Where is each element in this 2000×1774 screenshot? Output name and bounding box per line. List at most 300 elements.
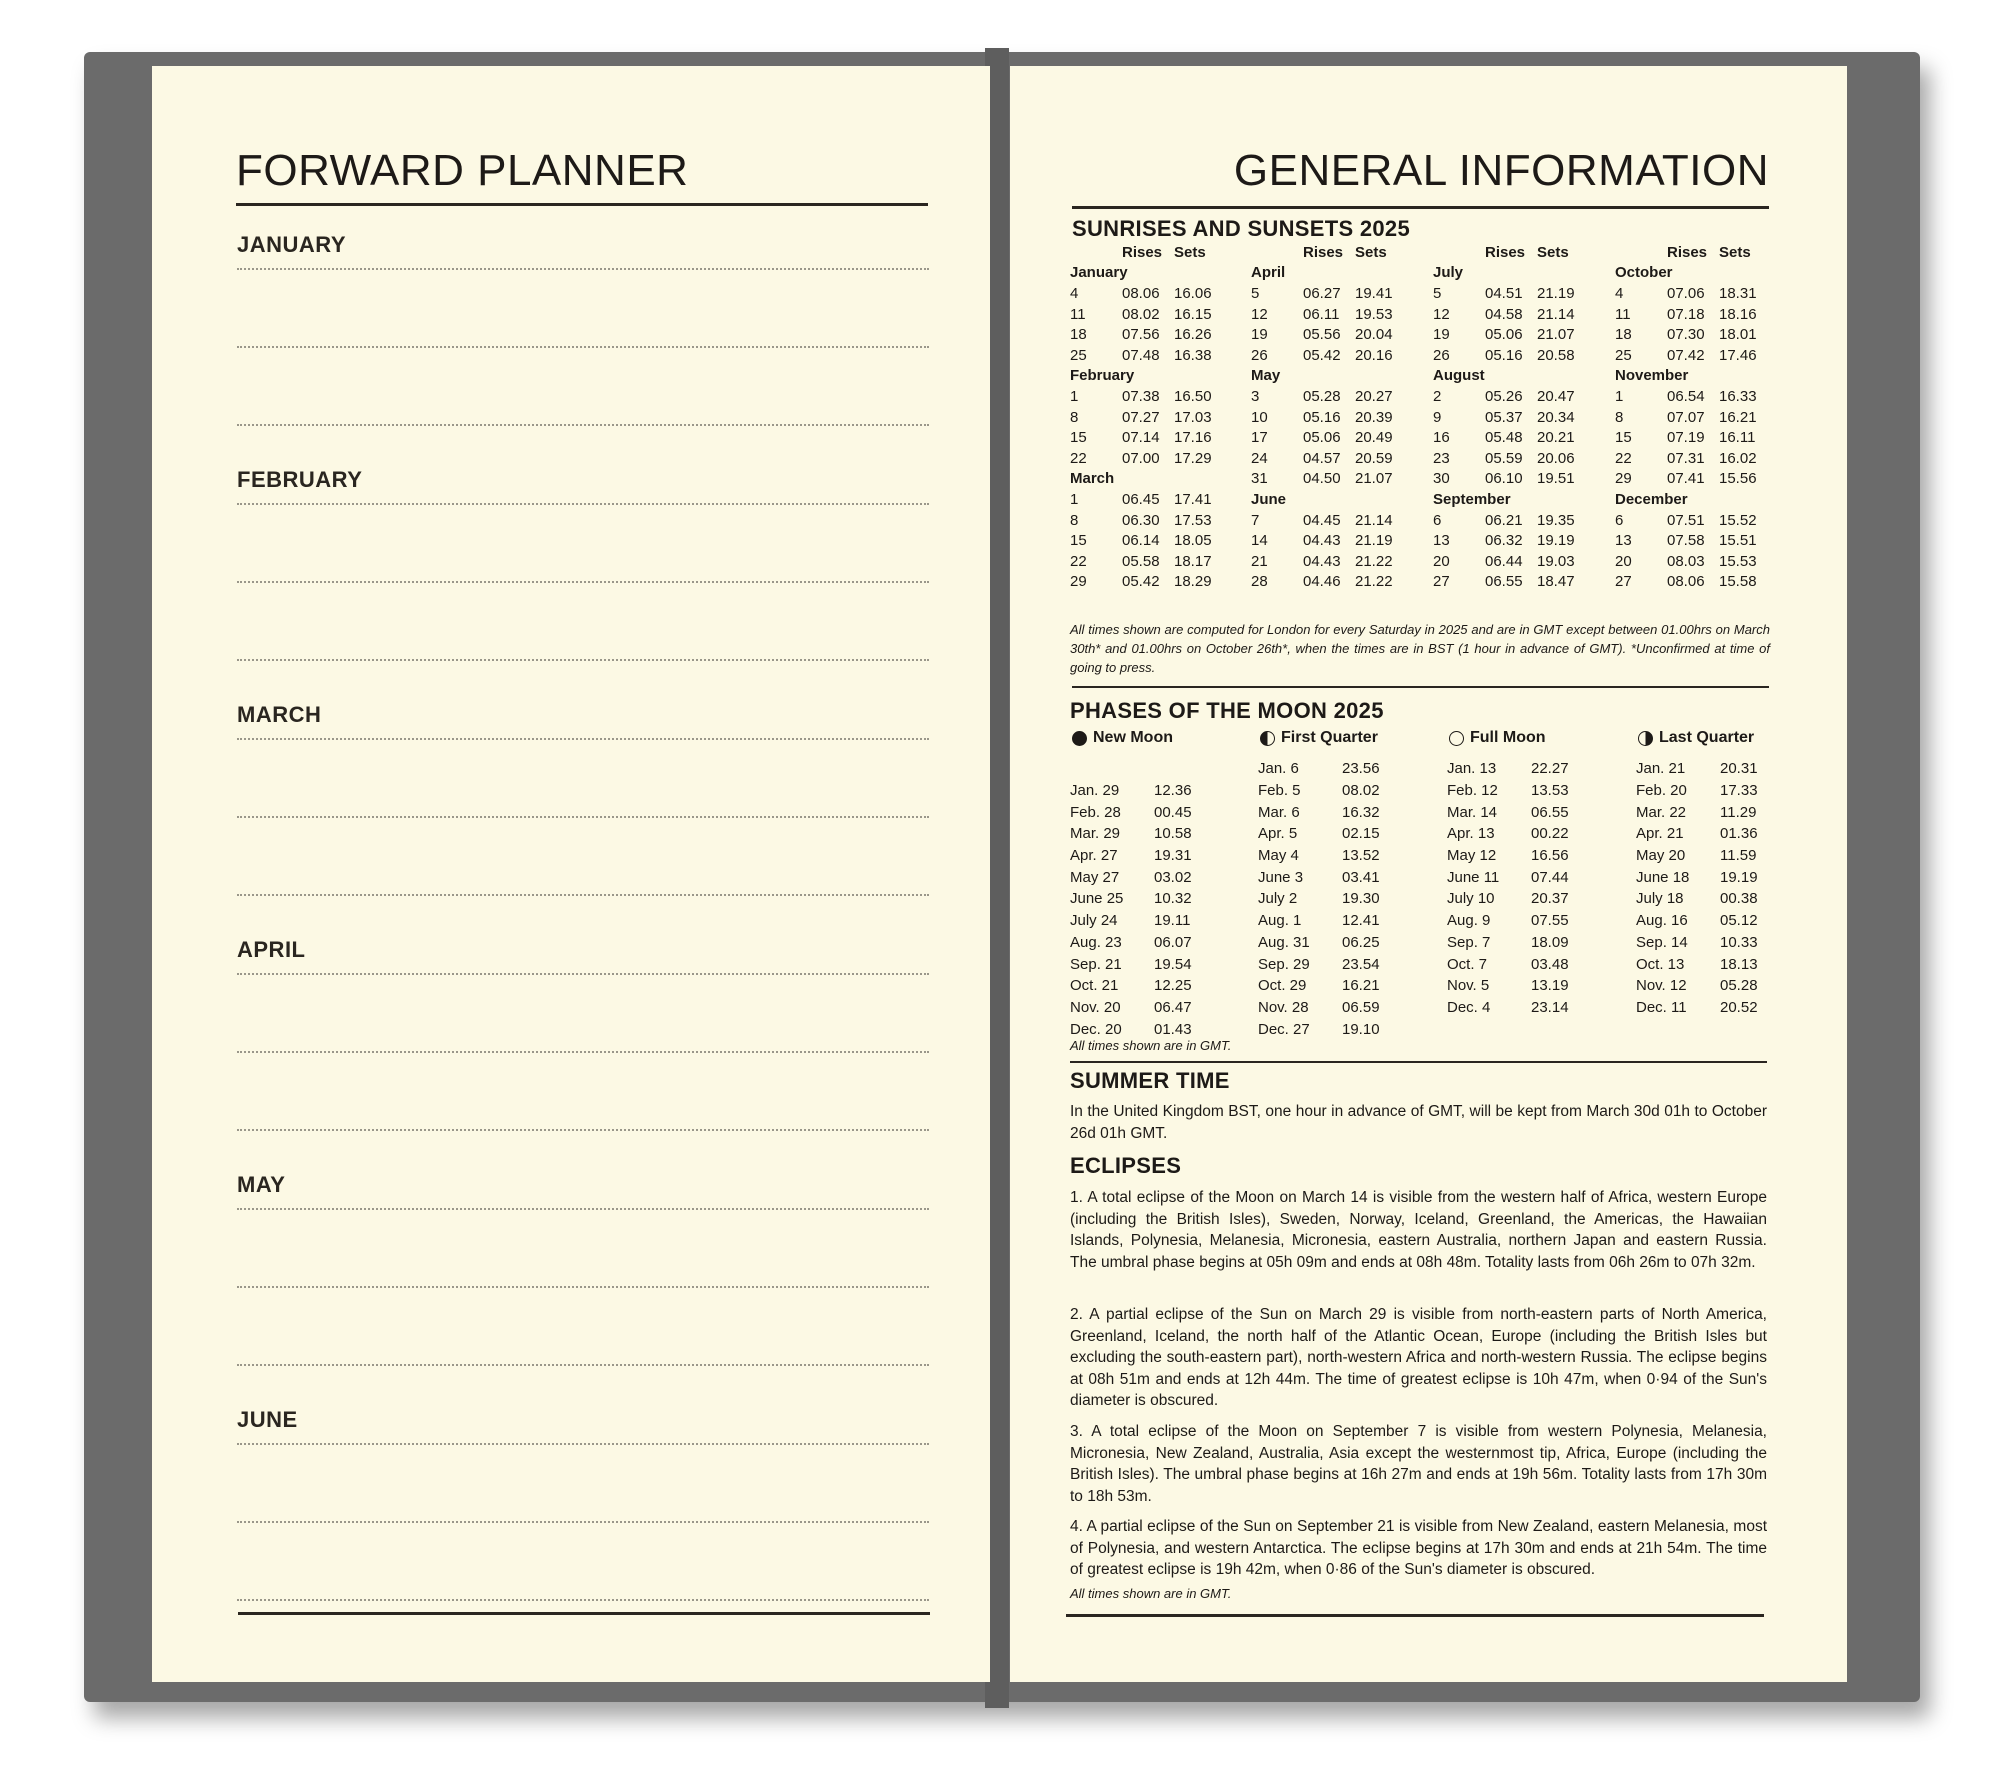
table-row bbox=[1433, 345, 1583, 366]
set-cell: 21.19 bbox=[1537, 284, 1575, 302]
time-cell: 01.43 bbox=[1154, 1020, 1192, 1038]
date-cell: Oct. 21 bbox=[1070, 977, 1119, 995]
date-cell: Mar. 22 bbox=[1636, 803, 1687, 821]
month-row bbox=[1251, 489, 1401, 510]
time-cell: 20.31 bbox=[1720, 760, 1758, 778]
rise-cell: 04.45 bbox=[1303, 511, 1341, 529]
table-row bbox=[1447, 932, 1591, 954]
table-row bbox=[1615, 386, 1765, 407]
planner-line[interactable] bbox=[237, 1364, 929, 1366]
table-row bbox=[1615, 324, 1765, 345]
section-rule bbox=[1070, 1061, 1767, 1063]
sets-header: Sets bbox=[1537, 243, 1569, 261]
date-cell: Mar. 6 bbox=[1258, 803, 1300, 821]
rise-cell: 06.14 bbox=[1122, 532, 1160, 550]
day-cell: 22 bbox=[1070, 449, 1087, 467]
date-cell: Aug. 16 bbox=[1636, 912, 1688, 930]
table-row bbox=[1615, 407, 1765, 428]
title-rule bbox=[1072, 206, 1769, 209]
time-cell: 23.14 bbox=[1531, 998, 1569, 1016]
day-cell: 11 bbox=[1070, 305, 1086, 323]
bottom-rule bbox=[1066, 1614, 1764, 1617]
full-moon-icon bbox=[1449, 731, 1464, 746]
set-cell: 21.14 bbox=[1355, 511, 1393, 529]
table-row bbox=[1636, 801, 1780, 823]
rise-cell: 05.26 bbox=[1485, 387, 1523, 405]
day-cell: 18 bbox=[1070, 326, 1087, 344]
time-cell: 06.55 bbox=[1531, 803, 1569, 821]
month-name: January bbox=[1070, 264, 1128, 282]
time-cell: 00.22 bbox=[1531, 825, 1569, 843]
table-row bbox=[1447, 975, 1591, 997]
time-cell: 19.11 bbox=[1154, 912, 1191, 930]
time-cell: 12.36 bbox=[1154, 782, 1192, 800]
page-title: GENERAL INFORMATION bbox=[1233, 146, 1769, 195]
day-cell: 10 bbox=[1251, 408, 1268, 426]
rise-cell: 04.43 bbox=[1303, 552, 1341, 570]
time-cell: 01.36 bbox=[1720, 825, 1758, 843]
rise-cell: 06.10 bbox=[1485, 470, 1523, 488]
month-row bbox=[1615, 366, 1765, 387]
rises-header: Rises bbox=[1303, 243, 1344, 261]
time-cell: 23.54 bbox=[1342, 955, 1380, 973]
planner-line[interactable] bbox=[237, 1443, 929, 1445]
day-cell: 18 bbox=[1615, 326, 1632, 344]
time-cell: 19.31 bbox=[1154, 847, 1192, 865]
date-cell: Nov. 12 bbox=[1636, 977, 1687, 995]
rise-cell: 07.00 bbox=[1122, 449, 1160, 467]
table-row bbox=[1258, 932, 1402, 954]
time-cell: 06.47 bbox=[1154, 998, 1192, 1016]
sets-header: Sets bbox=[1174, 243, 1206, 261]
date-cell: Sep. 14 bbox=[1636, 933, 1688, 951]
planner-line[interactable] bbox=[237, 738, 929, 740]
month-row bbox=[1251, 366, 1401, 387]
rise-cell: 07.48 bbox=[1122, 346, 1160, 364]
rise-cell: 07.30 bbox=[1667, 326, 1705, 344]
month-name: February bbox=[1070, 367, 1135, 385]
table-row bbox=[1615, 530, 1765, 551]
time-cell: 13.19 bbox=[1531, 977, 1569, 995]
moon-phase-header bbox=[1449, 729, 1546, 747]
planner-line[interactable] bbox=[237, 581, 929, 583]
set-cell: 20.04 bbox=[1355, 326, 1393, 344]
rise-cell: 05.42 bbox=[1303, 346, 1341, 364]
set-cell: 21.07 bbox=[1355, 470, 1393, 488]
day-cell: 20 bbox=[1433, 552, 1450, 570]
day-cell: 8 bbox=[1070, 408, 1079, 426]
month-row bbox=[1615, 489, 1765, 510]
forward-planner-page bbox=[152, 66, 990, 1682]
day-cell: 13 bbox=[1615, 532, 1632, 550]
set-cell: 15.52 bbox=[1719, 511, 1757, 529]
planner-line[interactable] bbox=[237, 659, 929, 661]
month-label-may: MAY bbox=[237, 1172, 286, 1197]
moon-note: All times shown are in GMT. bbox=[1070, 1038, 1232, 1053]
planner-line[interactable] bbox=[237, 424, 929, 426]
first-quarter-icon bbox=[1260, 731, 1275, 746]
set-cell: 20.58 bbox=[1537, 346, 1575, 364]
table-row bbox=[1258, 1018, 1402, 1040]
set-cell: 20.27 bbox=[1355, 387, 1393, 405]
date-cell: Dec. 4 bbox=[1447, 998, 1491, 1016]
table-row bbox=[1433, 448, 1583, 469]
set-cell: 15.56 bbox=[1719, 470, 1757, 488]
eclipse-item: 2. A partial eclipse of the Sun on March 29 is visible from north-eastern parts of North America, Greenland, Iceland, the north half of the Atlantic Ocean, Europe (including the British Isles but excluding the south-eastern part), north-western Africa and north-western Russia. The eclipse begins at 08h 51m and ends at 12h 44m. The time of greatest eclipse is 10h 47m, when 0·94 of the Sun's diameter is obscured. bbox=[1070, 1306, 1767, 1409]
rise-cell: 04.50 bbox=[1303, 470, 1341, 488]
time-cell: 18.09 bbox=[1531, 933, 1569, 951]
table-row bbox=[1258, 758, 1402, 780]
moon-phase-table bbox=[1447, 758, 1591, 1018]
date-cell: Mar. 14 bbox=[1447, 803, 1498, 821]
set-cell: 18.17 bbox=[1174, 552, 1212, 570]
planner-line[interactable] bbox=[237, 973, 929, 975]
table-row bbox=[1251, 283, 1401, 304]
time-cell: 02.15 bbox=[1342, 825, 1380, 843]
sunrise-table bbox=[1251, 242, 1401, 592]
set-cell: 16.33 bbox=[1719, 387, 1757, 405]
table-row bbox=[1636, 953, 1780, 975]
table-row bbox=[1251, 448, 1401, 469]
set-cell: 16.26 bbox=[1174, 326, 1212, 344]
time-cell: 16.21 bbox=[1342, 977, 1380, 995]
time-cell: 06.59 bbox=[1342, 998, 1380, 1016]
date-cell: Nov. 5 bbox=[1447, 977, 1490, 995]
planner-line[interactable] bbox=[237, 1599, 929, 1601]
date-cell: Dec. 11 bbox=[1636, 998, 1687, 1016]
month-label-february: FEBRUARY bbox=[237, 467, 363, 492]
time-cell: 03.41 bbox=[1342, 868, 1380, 886]
month-row bbox=[1433, 263, 1583, 284]
last-quarter-icon bbox=[1638, 731, 1653, 746]
rise-cell: 04.46 bbox=[1303, 573, 1341, 591]
planner-line[interactable] bbox=[237, 503, 929, 505]
month-row bbox=[1615, 263, 1765, 284]
set-cell: 16.21 bbox=[1719, 408, 1757, 426]
day-cell: 7 bbox=[1251, 511, 1260, 529]
set-cell: 20.47 bbox=[1537, 387, 1575, 405]
bottom-rule bbox=[238, 1612, 930, 1615]
date-cell: July 18 bbox=[1636, 890, 1684, 908]
table-row bbox=[1251, 530, 1401, 551]
sunrise-table bbox=[1615, 242, 1765, 592]
set-cell: 16.38 bbox=[1174, 346, 1212, 364]
new-moon-icon bbox=[1072, 731, 1087, 746]
rise-cell: 05.37 bbox=[1485, 408, 1523, 426]
table-header-row bbox=[1615, 242, 1765, 263]
table-row bbox=[1433, 407, 1583, 428]
set-cell: 21.22 bbox=[1355, 573, 1393, 591]
date-cell: July 2 bbox=[1258, 890, 1298, 908]
set-cell: 16.11 bbox=[1719, 429, 1756, 447]
rise-cell: 07.27 bbox=[1122, 408, 1160, 426]
planner-line[interactable] bbox=[237, 1521, 929, 1523]
table-row bbox=[1258, 780, 1402, 802]
table-row bbox=[1433, 386, 1583, 407]
day-cell: 27 bbox=[1615, 573, 1632, 591]
table-row bbox=[1070, 845, 1214, 867]
table-row bbox=[1447, 953, 1591, 975]
month-row bbox=[1433, 366, 1583, 387]
day-cell: 19 bbox=[1251, 326, 1268, 344]
month-row bbox=[1070, 366, 1220, 387]
day-cell: 31 bbox=[1251, 470, 1268, 488]
set-cell: 21.22 bbox=[1355, 552, 1393, 570]
date-cell: July 10 bbox=[1447, 890, 1495, 908]
date-cell: Aug. 23 bbox=[1070, 933, 1122, 951]
time-cell: 10.32 bbox=[1154, 890, 1192, 908]
date-cell: Apr. 21 bbox=[1636, 825, 1684, 843]
moon-phase-label: First Quarter bbox=[1281, 729, 1378, 746]
table-row bbox=[1070, 386, 1220, 407]
month-label-march: MARCH bbox=[237, 702, 322, 727]
rise-cell: 05.16 bbox=[1485, 346, 1523, 364]
time-cell: 20.37 bbox=[1531, 890, 1569, 908]
time-cell: 13.53 bbox=[1531, 782, 1569, 800]
month-row bbox=[1070, 263, 1220, 284]
moon-phase-label: New Moon bbox=[1093, 729, 1173, 746]
table-row bbox=[1251, 572, 1401, 593]
date-cell: Feb. 20 bbox=[1636, 782, 1687, 800]
time-cell: 17.33 bbox=[1720, 782, 1758, 800]
set-cell: 19.41 bbox=[1355, 284, 1393, 302]
day-cell: 22 bbox=[1070, 552, 1087, 570]
set-cell: 15.58 bbox=[1719, 573, 1757, 591]
date-cell: Sep. 7 bbox=[1447, 933, 1491, 951]
date-cell: Feb. 5 bbox=[1258, 782, 1301, 800]
table-header-row bbox=[1070, 242, 1220, 263]
table-row bbox=[1070, 283, 1220, 304]
month-row bbox=[1433, 489, 1583, 510]
table-row bbox=[1251, 324, 1401, 345]
day-cell: 25 bbox=[1615, 346, 1632, 364]
table-row bbox=[1615, 427, 1765, 448]
table-row bbox=[1070, 801, 1214, 823]
table-row bbox=[1258, 953, 1402, 975]
day-cell: 12 bbox=[1433, 305, 1450, 323]
day-cell: 22 bbox=[1615, 449, 1632, 467]
set-cell: 17.53 bbox=[1174, 511, 1212, 529]
planner-line[interactable] bbox=[237, 268, 929, 270]
table-row bbox=[1258, 823, 1402, 845]
planner-line[interactable] bbox=[237, 1286, 929, 1288]
time-cell: 18.13 bbox=[1720, 955, 1758, 973]
rise-cell: 07.18 bbox=[1667, 305, 1705, 323]
rise-cell: 06.45 bbox=[1122, 490, 1160, 508]
set-cell: 20.34 bbox=[1537, 408, 1575, 426]
time-cell: 19.10 bbox=[1342, 1020, 1380, 1038]
table-row bbox=[1251, 510, 1401, 531]
month-label-april: APRIL bbox=[237, 937, 306, 962]
day-cell: 2 bbox=[1433, 387, 1442, 405]
rise-cell: 06.30 bbox=[1122, 511, 1160, 529]
planner-line[interactable] bbox=[237, 1051, 929, 1053]
rise-cell: 07.38 bbox=[1122, 387, 1160, 405]
time-cell: 07.55 bbox=[1531, 912, 1569, 930]
day-cell: 5 bbox=[1433, 284, 1442, 302]
rise-cell: 07.51 bbox=[1667, 511, 1705, 529]
moon-phase-header bbox=[1260, 729, 1378, 747]
time-cell: 00.45 bbox=[1154, 803, 1192, 821]
set-cell: 16.06 bbox=[1174, 284, 1212, 302]
table-row bbox=[1070, 427, 1220, 448]
day-cell: 16 bbox=[1433, 429, 1450, 447]
month-name: December bbox=[1615, 490, 1688, 508]
table-row bbox=[1615, 448, 1765, 469]
rises-header: Rises bbox=[1122, 243, 1163, 261]
date-cell: Jan. 6 bbox=[1258, 760, 1299, 778]
set-cell: 17.29 bbox=[1174, 449, 1212, 467]
date-cell: Feb. 28 bbox=[1070, 803, 1121, 821]
planner-line[interactable] bbox=[237, 894, 929, 896]
date-cell: June 25 bbox=[1070, 890, 1124, 908]
time-cell: 12.41 bbox=[1342, 912, 1380, 930]
set-cell: 21.07 bbox=[1537, 326, 1575, 344]
date-cell bbox=[1070, 758, 1154, 780]
sets-header: Sets bbox=[1719, 243, 1751, 261]
planner-line[interactable] bbox=[237, 816, 929, 818]
eclipse-item: 1. A total eclipse of the Moon on March 14 is visible from the western half of Africa, western Europe (including the British Isles), Sweden, Norway, Iceland, Greenland, the Americas, the Hawaiian Islands, Polynesia, Melanesia, Micronesia, eastern Australia, northern Japan and eastern Russia. The umbral phase begins at 05h 09m and ends at 08h 48m. Totality lasts from 06h 26m to 07h 32m. bbox=[1070, 1189, 1767, 1271]
day-cell: 5 bbox=[1251, 284, 1260, 302]
moon-phases-title: PHASES OF THE MOON 2025 bbox=[1070, 698, 1384, 723]
set-cell: 18.01 bbox=[1719, 326, 1757, 344]
date-cell: Apr. 5 bbox=[1258, 825, 1298, 843]
day-cell: 15 bbox=[1070, 532, 1087, 550]
moon-phase-label: Full Moon bbox=[1470, 729, 1546, 746]
rise-cell: 06.21 bbox=[1485, 511, 1523, 529]
time-cell: 07.44 bbox=[1531, 868, 1569, 886]
rise-cell: 07.56 bbox=[1122, 326, 1160, 344]
rise-cell: 06.27 bbox=[1303, 284, 1341, 302]
table-row bbox=[1636, 910, 1780, 932]
rise-cell: 06.11 bbox=[1303, 305, 1340, 323]
set-cell: 20.39 bbox=[1355, 408, 1393, 426]
day-cell: 19 bbox=[1433, 326, 1450, 344]
table-row bbox=[1615, 510, 1765, 531]
time-cell: 03.02 bbox=[1154, 868, 1192, 886]
set-cell: 19.03 bbox=[1537, 552, 1575, 570]
planner-line[interactable] bbox=[237, 1208, 929, 1210]
rise-cell: 06.54 bbox=[1667, 387, 1705, 405]
rise-cell: 04.51 bbox=[1485, 284, 1523, 302]
day-cell: 13 bbox=[1433, 532, 1450, 550]
rise-cell: 06.44 bbox=[1485, 552, 1523, 570]
date-cell: Jan. 29 bbox=[1070, 782, 1120, 800]
time-cell: 19.54 bbox=[1154, 955, 1192, 973]
time-cell: 03.48 bbox=[1531, 955, 1569, 973]
set-cell: 16.15 bbox=[1174, 305, 1212, 323]
set-cell: 20.59 bbox=[1355, 449, 1393, 467]
table-row bbox=[1070, 823, 1214, 845]
time-cell: 06.07 bbox=[1154, 933, 1192, 951]
table-row bbox=[1636, 866, 1780, 888]
sets-header: Sets bbox=[1355, 243, 1387, 261]
planner-line[interactable] bbox=[237, 1129, 929, 1131]
table-row bbox=[1433, 551, 1583, 572]
section-rule bbox=[1072, 686, 1769, 688]
rise-cell: 05.06 bbox=[1485, 326, 1523, 344]
set-cell: 19.19 bbox=[1537, 532, 1575, 550]
table-row bbox=[1447, 997, 1591, 1019]
month-name: September bbox=[1433, 490, 1511, 508]
table-row bbox=[1615, 551, 1765, 572]
rise-cell: 05.42 bbox=[1122, 573, 1160, 591]
rise-cell: 04.43 bbox=[1303, 532, 1341, 550]
month-label-june: JUNE bbox=[237, 1407, 298, 1432]
set-cell: 21.14 bbox=[1537, 305, 1575, 323]
set-cell: 15.51 bbox=[1719, 532, 1757, 550]
rise-cell: 07.41 bbox=[1667, 470, 1705, 488]
moon-phase-header bbox=[1072, 729, 1173, 747]
set-cell: 15.53 bbox=[1719, 552, 1757, 570]
table-row bbox=[1070, 975, 1214, 997]
set-cell: 21.19 bbox=[1355, 532, 1393, 550]
time-cell: 05.12 bbox=[1720, 912, 1758, 930]
table-row bbox=[1636, 997, 1780, 1019]
day-cell: 29 bbox=[1070, 573, 1087, 591]
table-row bbox=[1433, 510, 1583, 531]
day-cell: 3 bbox=[1251, 387, 1260, 405]
table-row bbox=[1447, 780, 1591, 802]
time-cell: 11.59 bbox=[1720, 847, 1757, 865]
day-cell: 17 bbox=[1251, 429, 1268, 447]
set-cell: 17.03 bbox=[1174, 408, 1212, 426]
table-row bbox=[1258, 888, 1402, 910]
date-cell: Sep. 29 bbox=[1258, 955, 1310, 973]
table-row bbox=[1070, 304, 1220, 325]
set-cell: 17.46 bbox=[1719, 346, 1757, 364]
page-title: FORWARD PLANNER bbox=[236, 146, 689, 195]
rise-cell: 07.14 bbox=[1122, 429, 1160, 447]
set-cell: 17.16 bbox=[1174, 429, 1212, 447]
month-label-january: JANUARY bbox=[237, 232, 347, 257]
sunrise-note: All times shown are computed for London for every Saturday in 2025 and are in GMT except between 01.00hrs on March 30th* and 01.00hrs on October 26th*, when the times are in BST (1 hour in advance of GMT). *Unconfirmed at time of going to press. bbox=[1070, 622, 1770, 675]
date-cell: June 18 bbox=[1636, 868, 1690, 886]
summer-time-text: In the United Kingdom BST, one hour in advance of GMT, will be kept from March 30d 01h to October 26d 01h GMT. bbox=[1070, 1103, 1767, 1142]
eclipse-item: 3. A total eclipse of the Moon on September 7 is visible from western Polynesia, Melanesia, Micronesia, New Zealand, Australia, Asia except the westernmost tip, Africa, Europe (including the British Isles). The umbral phase begins at 16h 27m and ends at 19h 56m. Totality lasts from 17h 30m to 18h 53m. bbox=[1070, 1423, 1767, 1505]
table-row bbox=[1433, 283, 1583, 304]
table-row bbox=[1070, 324, 1220, 345]
time-cell bbox=[1154, 758, 1214, 780]
table-row bbox=[1447, 801, 1591, 823]
month-row bbox=[1251, 263, 1401, 284]
time-cell: 08.02 bbox=[1342, 782, 1380, 800]
date-cell: Aug. 31 bbox=[1258, 933, 1310, 951]
table-row bbox=[1070, 489, 1220, 510]
eclipse-item: 4. A partial eclipse of the Sun on September 21 is visible from New Zealand, eastern Melanesia, most of Polynesia, and western Antarctica. The eclipse begins at 17h 30m and ends at 21h 54m. The time of greatest eclipse is 19h 42m, when 0·86 of the Sun's diameter is obscured. bbox=[1070, 1518, 1767, 1578]
table-row bbox=[1636, 823, 1780, 845]
rise-cell: 07.07 bbox=[1667, 408, 1705, 426]
moon-phase-table bbox=[1070, 758, 1214, 1040]
set-cell: 20.49 bbox=[1355, 429, 1393, 447]
table-row bbox=[1447, 758, 1591, 780]
day-cell: 21 bbox=[1251, 552, 1268, 570]
rise-cell: 08.03 bbox=[1667, 552, 1705, 570]
month-name: November bbox=[1615, 367, 1689, 385]
time-cell: 22.27 bbox=[1531, 760, 1569, 778]
table-row bbox=[1251, 427, 1401, 448]
general-information-page bbox=[1010, 66, 1847, 1682]
day-cell: 1 bbox=[1070, 490, 1079, 508]
day-cell: 20 bbox=[1615, 552, 1632, 570]
day-cell: 8 bbox=[1070, 511, 1079, 529]
date-cell: May 12 bbox=[1447, 847, 1497, 865]
date-cell: Sep. 21 bbox=[1070, 955, 1122, 973]
planner-line[interactable] bbox=[237, 346, 929, 348]
date-cell: July 24 bbox=[1070, 912, 1118, 930]
time-cell: 19.19 bbox=[1720, 868, 1758, 886]
table-row bbox=[1251, 386, 1401, 407]
